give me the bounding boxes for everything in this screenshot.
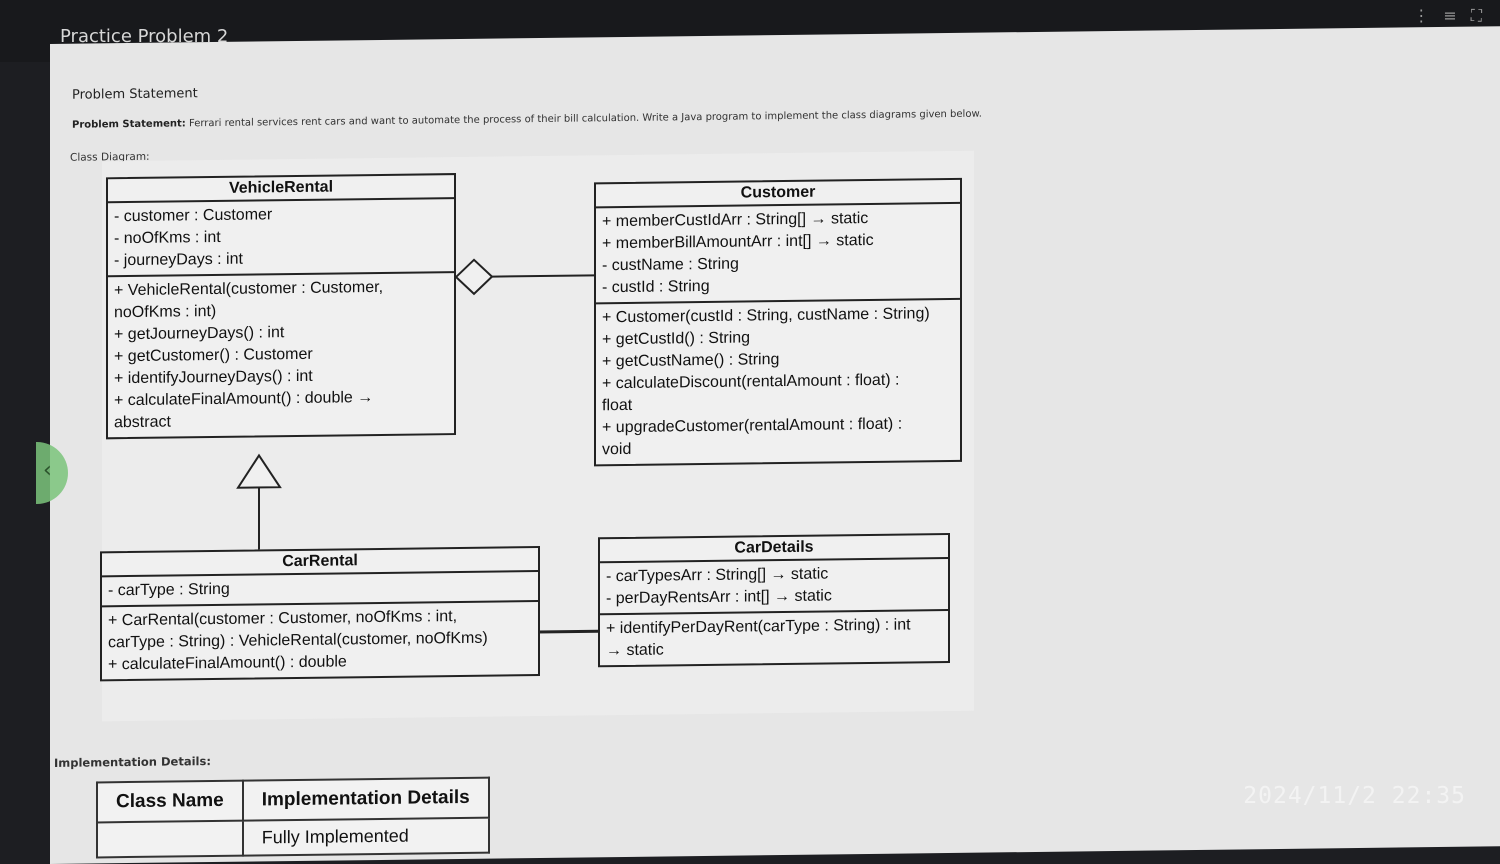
attribute: - custName : String xyxy=(602,255,739,275)
statement-label: Problem Statement: xyxy=(72,118,186,131)
method: float xyxy=(602,396,633,415)
method: + calculateDiscount(rentalAmount : float) : xyxy=(602,371,900,393)
method: + CarRental(customer : Customer, noOfKms : int, xyxy=(108,608,458,630)
statement-text: Ferrari rental services rent cars and want to automate the process of their bill calculation. Write a Java program to implement the class diagrams given below. xyxy=(188,108,982,130)
attributes-section xyxy=(596,204,960,304)
chevron-left-icon: ‹ xyxy=(43,458,52,483)
method: abstract xyxy=(114,413,171,432)
problem-heading: Problem Statement xyxy=(72,86,198,103)
method: + calculateFinalAmount() : double xyxy=(108,653,347,674)
method: + calculateFinalAmount() : double → xyxy=(114,389,374,410)
methods-section xyxy=(596,300,960,464)
class-car-details xyxy=(598,533,950,667)
content-panel xyxy=(50,26,1500,864)
aggregation-line xyxy=(492,275,594,276)
aggregation-diamond xyxy=(456,260,492,294)
method: void xyxy=(602,440,632,459)
method: + getCustId() : String xyxy=(602,329,751,349)
photo-timestamp: 2024/11/2 22:35 xyxy=(1243,783,1466,809)
method: + VehicleRental(customer : Customer, xyxy=(114,278,384,300)
column-header: Implementation Details xyxy=(243,778,489,821)
attribute: - journeyDays : int xyxy=(114,250,243,270)
class-name: CarRental xyxy=(102,548,538,577)
method: + getCustName() : String xyxy=(602,351,780,371)
attribute: - carTypesArr : String[] → static xyxy=(606,565,829,586)
inheritance-triangle xyxy=(238,455,280,488)
top-icons xyxy=(1413,6,1482,26)
attributes-section xyxy=(108,199,454,277)
column-header: Class Name xyxy=(97,781,243,823)
class-name: CarDetails xyxy=(600,535,948,563)
table-cell xyxy=(97,821,243,858)
method: noOfKms : int) xyxy=(114,302,217,322)
implementation-table xyxy=(96,777,490,859)
methods-section xyxy=(102,602,538,679)
method: carType : String) : VehicleRental(customer, noOfKms) xyxy=(108,629,488,652)
attribute: - customer : Customer xyxy=(114,206,273,226)
class-car-rental xyxy=(100,546,540,681)
attribute: - custId : String xyxy=(602,277,710,297)
table-cell: Fully Implemented xyxy=(243,818,489,856)
method: + getCustomer() : Customer xyxy=(114,345,313,366)
method: + identifyJourneyDays() : int xyxy=(114,367,313,388)
attribute: - carType : String xyxy=(108,580,230,600)
class-name: VehicleRental xyxy=(108,175,454,203)
class-name: Customer xyxy=(596,180,960,208)
attributes-section xyxy=(600,559,948,615)
kebab-menu-icon[interactable]: ⋮ xyxy=(1413,6,1430,25)
method: + identifyPerDayRent(carType : String) : int xyxy=(606,616,911,638)
class-diagram-label: Class Diagram: xyxy=(70,150,150,164)
attribute: + memberCustIdArr : String[] → static xyxy=(602,210,869,231)
method: + getJourneyDays() : int xyxy=(114,324,285,344)
list-icon[interactable]: ≡ xyxy=(1443,6,1457,25)
class-vehicle-rental xyxy=(106,173,456,439)
method: + Customer(custId : String, custName : String) xyxy=(602,305,930,327)
methods-section xyxy=(108,273,454,437)
class-customer xyxy=(594,178,962,466)
method: → static xyxy=(606,641,664,660)
window-title: Practice Problem 2 xyxy=(60,26,229,47)
methods-section xyxy=(600,611,948,665)
table-row xyxy=(97,818,489,858)
table-header-row xyxy=(97,778,489,823)
association-line xyxy=(538,631,598,632)
implementation-label: Implementation Details: xyxy=(54,754,211,770)
attribute: - perDayRentsArr : int[] → static xyxy=(606,587,832,608)
method: + upgradeCustomer(rentalAmount : float) : xyxy=(602,415,903,437)
attribute: + memberBillAmountArr : int[] → static xyxy=(602,231,874,253)
attribute: - noOfKms : int xyxy=(114,228,221,248)
fullscreen-icon[interactable]: ⛶ xyxy=(1470,6,1482,25)
